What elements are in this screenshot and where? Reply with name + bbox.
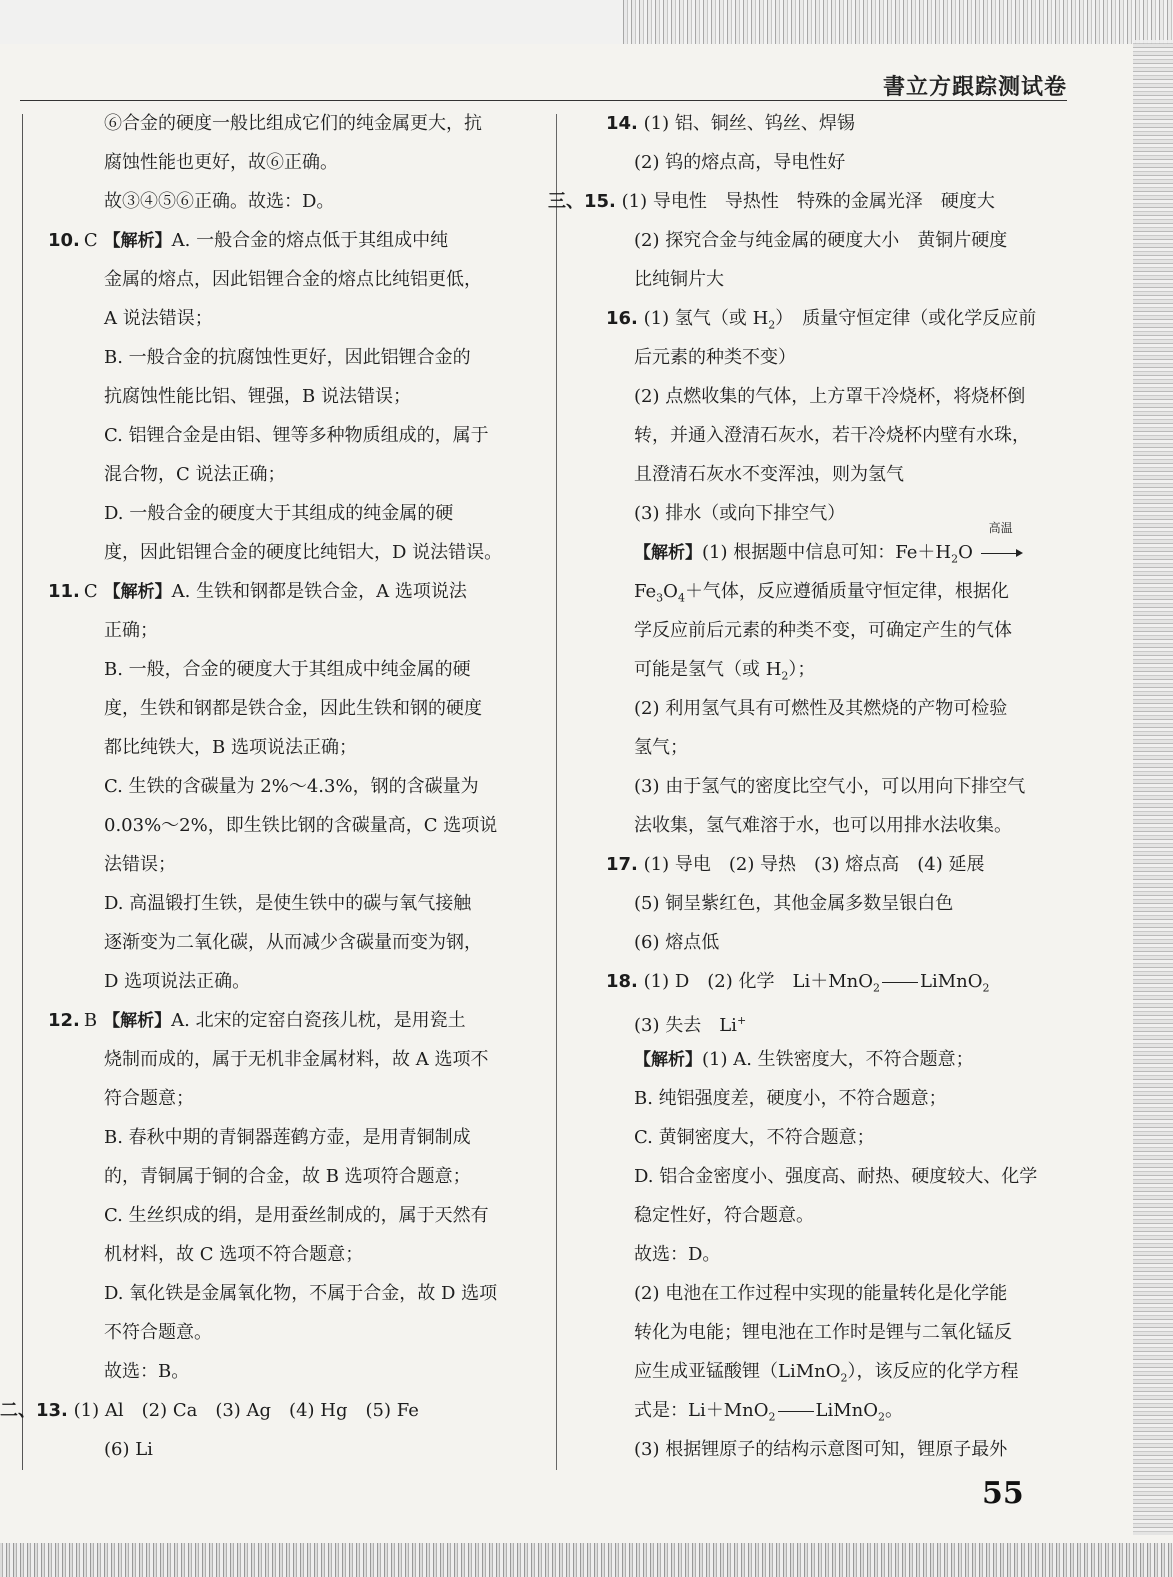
subscript: 2: [840, 1371, 848, 1385]
analysis-tag: 【解析】: [103, 1011, 172, 1031]
text-line: (3) 根据锂原子的结构示意图可知，锂原子最外: [634, 1439, 1008, 1460]
text-span: A. 生铁和钢都是铁合金，A 选项说法: [171, 581, 467, 602]
question-number: 13.: [36, 1400, 68, 1421]
text-line: C. 生铁的含碳量为 2%～4.3%，钢的含碳量为: [104, 776, 479, 797]
column-divider: [556, 114, 557, 1470]
text-line: 且澄清石灰水不变浑浊，则为氢气: [634, 464, 904, 485]
text-span: (1) 铝、铜丝、钨丝、焊锡: [643, 113, 855, 134]
question-number: 18.: [606, 971, 638, 992]
text-line: 金属的熔点，因此铝锂合金的熔点比纯铝更低，: [104, 269, 482, 290]
page-header-title: 書立方跟踪测试卷: [882, 75, 1067, 100]
reaction-condition: 高温: [988, 521, 1013, 535]
text-line: [578, 1001, 1068, 1040]
analysis-tag: 【解析】: [634, 1050, 702, 1070]
header-rule: [20, 100, 1067, 101]
text-line: C. 铝锂合金是由铝、锂等多种物质组成的，属于: [104, 425, 489, 446]
text-span: (1) Al (2) Ca (3) Ag (4) Hg (5) Fe: [73, 1400, 419, 1421]
equals-sign-icon: [882, 982, 918, 983]
text-line: 烧制而成的，属于无机非金属材料，故 A 选项不: [104, 1049, 489, 1070]
text-line: 正确；: [104, 620, 158, 641]
text-span: O: [958, 542, 973, 563]
reaction-arrow: [979, 521, 1023, 572]
text-line: (6) Li: [104, 1439, 153, 1460]
text-span: (1) A. 生铁密度大，不符合题意；: [702, 1049, 974, 1070]
page-number: 55: [982, 1476, 1024, 1511]
question-14: [578, 104, 1068, 143]
subscript: 2: [768, 318, 776, 332]
text-line: (2) 电池在工作过程中实现的能量转化是化学能: [634, 1283, 1008, 1304]
superscript: +: [736, 1014, 747, 1027]
answer-letter: C: [83, 230, 98, 251]
text-span: (3) 失去 Li: [634, 1015, 737, 1036]
text-line: 比纯铜片大: [634, 269, 724, 290]
text-line: 逐渐变为二氧化碳，从而减少含碳量而变为钢，: [104, 932, 482, 953]
text-line: (2) 利用氢气具有可燃性及其燃烧的产物可检验: [634, 698, 1008, 719]
scan-edge-bottom: [0, 1543, 1173, 1577]
text-line: [578, 650, 1068, 689]
question-15: [548, 182, 1068, 221]
text-line: 0.03%～2%，即生铁比钢的含碳量高，C 选项说: [104, 815, 498, 836]
question-number: 11.: [48, 581, 80, 602]
text-line: D. 一般合金的硬度大于其组成的纯金属的硬: [104, 503, 454, 524]
answer-letter: C: [83, 581, 98, 602]
analysis-line: [578, 1040, 1068, 1079]
text-span: ＋气体，反应遵循质量守恒定律，根据化: [684, 581, 1009, 602]
margin-line: [22, 114, 23, 1470]
text-span: O: [663, 581, 678, 602]
question-number: 15.: [584, 191, 616, 212]
text-line: 后元素的种类不变）: [634, 347, 796, 368]
text-line: (3) 排水（或向下排空气）: [634, 503, 846, 524]
analysis-tag: 【解析】: [103, 582, 172, 602]
text-span: LiMnO: [919, 971, 983, 992]
subscript: 2: [951, 552, 959, 566]
question-number: 17.: [606, 854, 638, 875]
text-span: A. 北宋的定窑白瓷孩儿枕，是用瓷土: [171, 1010, 466, 1031]
text-line: 故③④⑤⑥正确。故选：D。: [104, 191, 335, 212]
text-line: (2) 探究合金与纯金属的硬度大小 黄铜片硬度: [634, 230, 1008, 251]
text-line: (2) 钨的熔点高，导电性好: [634, 152, 846, 173]
question-17: [578, 845, 1068, 884]
question-11: [48, 572, 538, 611]
text-line: 度，因此铝锂合金的硬度比纯铝大，D 说法错误。: [104, 542, 503, 563]
question-number: 10.: [48, 230, 80, 251]
subscript: 2: [768, 1410, 776, 1424]
subscript: 2: [872, 981, 880, 995]
text-line: 学反应前后元素的种类不变，可确定产生的气体: [634, 620, 1012, 641]
text-line: 氢气；: [634, 737, 688, 758]
text-span: ），该反应的化学方程: [847, 1361, 1019, 1382]
question-13: [0, 1391, 538, 1430]
text-span: A. 一般合金的熔点低于其组成中纯: [171, 230, 449, 251]
question-12: [48, 1001, 538, 1040]
text-span: LiMnO: [815, 1400, 878, 1421]
question-number: 16.: [606, 308, 638, 329]
section-number: 二、: [0, 1400, 36, 1421]
question-10: [48, 221, 538, 260]
scan-edge-right: [1133, 40, 1173, 1535]
subscript: 4: [677, 591, 685, 605]
left-column: [0, 104, 538, 1469]
text-span: Fe: [634, 581, 657, 602]
text-span: (1) 氢气（或 H: [643, 308, 769, 329]
text-line: D. 高温锻打生铁，是使生铁中的碳与氧气接触: [104, 893, 472, 914]
question-number: 14.: [606, 113, 638, 134]
analysis-tag: 【解析】: [103, 231, 172, 251]
text-line: B. 春秋中期的青铜器莲鹤方壶，是用青铜制成: [104, 1127, 471, 1148]
arrow-icon: [981, 553, 1021, 554]
text-line: 转化为电能；锂电池在工作时是锂与二氧化锰反: [634, 1322, 1012, 1343]
section-number: 三、: [548, 191, 584, 212]
text-line: 法收集，氢气难溶于水，也可以用排水法收集。: [634, 815, 1012, 836]
text-span: (1) D (2) 化学 Li＋MnO: [643, 971, 873, 992]
subscript: 3: [656, 591, 664, 605]
question-number: 12.: [48, 1010, 80, 1031]
text-span: 式是：Li＋MnO: [634, 1400, 769, 1421]
text-span: ）；: [788, 659, 816, 680]
text-line: D 选项说法正确。: [104, 971, 251, 992]
text-line: 稳定性好，符合题意。: [634, 1205, 814, 1226]
text-line: C. 生丝织成的绢，是用蚕丝制成的，属于天然有: [104, 1205, 489, 1226]
right-column: [548, 104, 1068, 1469]
text-line: 的，青铜属于铜的合金，故 B 选项符合题意；: [104, 1166, 471, 1187]
text-line: 腐蚀性能也更好，故⑥正确。: [104, 152, 338, 173]
subscript: 2: [982, 981, 990, 995]
text-span: 。: [885, 1400, 903, 1421]
text-line: 故选：D。: [634, 1244, 721, 1265]
question-18: [578, 962, 1068, 1001]
text-span: 应生成亚锰酸锂（LiMnO: [634, 1361, 841, 1382]
analysis-tag: 【解析】: [634, 543, 702, 563]
text-line: 转，并通入澄清石灰水，若干冷烧杯内壁有水珠，: [634, 425, 1030, 446]
text-line: [578, 1352, 1068, 1391]
text-line: B. 一般合金的抗腐蚀性更好，因此铝锂合金的: [104, 347, 471, 368]
text-line: 不符合题意。: [104, 1322, 212, 1343]
text-line: (6) 熔点低: [634, 932, 720, 953]
scan-edge-top: [0, 0, 1173, 44]
text-line: A 说法错误；: [104, 308, 213, 329]
text-line: C. 黄铜密度大，不符合题意；: [634, 1127, 875, 1148]
analysis-line: [578, 521, 1068, 572]
text-line: 都比纯铁大，B 选项说法正确；: [104, 737, 357, 758]
text-line: 度，生铁和钢都是铁合金，因此生铁和钢的硬度: [104, 698, 482, 719]
text-line: (3) 由于氢气的密度比空气小，可以用向下排空气: [634, 776, 1026, 797]
text-line: 符合题意；: [104, 1088, 194, 1109]
text-line: (2) 点燃收集的气体，上方罩干冷烧杯，将烧杯倒: [634, 386, 1026, 407]
subscript: 2: [878, 1410, 885, 1424]
text-span: 可能是氢气（或 H: [634, 659, 782, 680]
text-span: (1) 导电 (2) 导热 (3) 熔点高 (4) 延展: [643, 854, 985, 875]
text-line: 机材料，故 C 选项不符合题意；: [104, 1244, 364, 1265]
text-span: (1) 导电性 导热性 特殊的金属光泽 硬度大: [621, 191, 995, 212]
equals-sign-icon: [778, 1411, 814, 1412]
answer-letter: B: [83, 1010, 98, 1031]
text-line: [578, 572, 1068, 611]
subscript: 2: [781, 669, 789, 683]
text-line: D. 氧化铁是金属氧化物，不属于合金，故 D 选项: [104, 1283, 498, 1304]
text-line: 故选：B。: [104, 1361, 190, 1382]
text-line: 法错误；: [104, 854, 176, 875]
text-span: (1) 根据题中信息可知：Fe＋H: [702, 542, 952, 563]
text-line: [578, 1391, 1068, 1430]
question-16: [578, 299, 1068, 338]
text-span: ） 质量守恒定律（或化学反应前: [775, 308, 1037, 329]
text-line: (5) 铜呈紫红色，其他金属多数呈银白色: [634, 893, 954, 914]
text-line: ⑥合金的硬度一般比组成它们的纯金属更大，抗: [104, 113, 482, 134]
text-line: B. 一般，合金的硬度大于其组成中纯金属的硬: [104, 659, 471, 680]
text-line: 混合物，C 说法正确；: [104, 464, 286, 485]
text-line: D. 铝合金密度小、强度高、耐热、硬度较大、化学: [634, 1166, 1038, 1187]
text-line: 抗腐蚀性能比铝、锂强，B 说法错误；: [104, 386, 411, 407]
text-line: B. 纯铝强度差，硬度小，不符合题意；: [634, 1088, 947, 1109]
